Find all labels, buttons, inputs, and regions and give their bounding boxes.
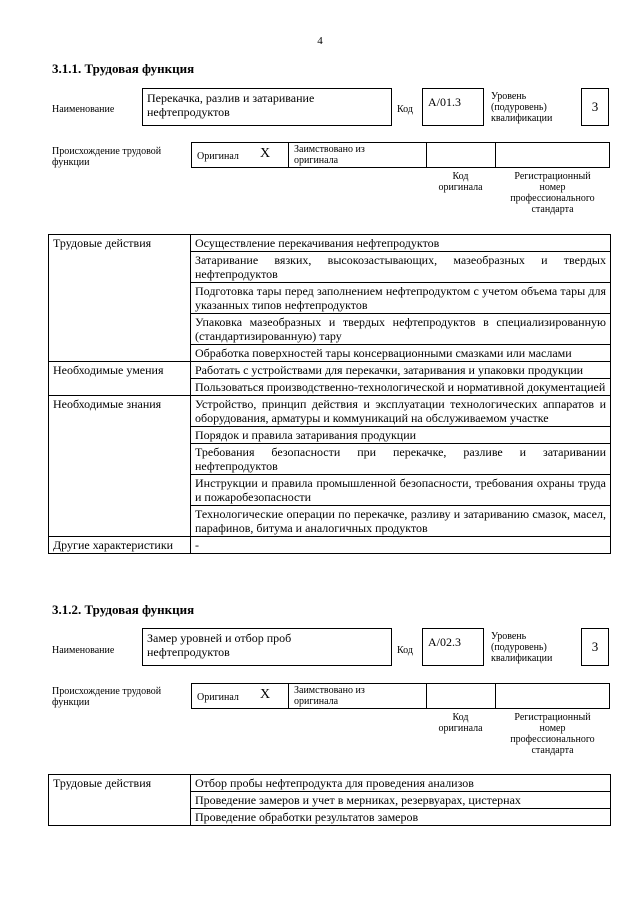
code-value: А/02.3 [422,628,484,666]
function-name-box [142,628,392,666]
original-checkmark: X [260,687,271,702]
action-item: Затаривание вязких, высокозастывающих, мазеобразных и твердых нефтепродуктов [191,252,611,283]
skills-label: Необходимые умения [49,362,191,396]
level-value: 3 [581,88,609,126]
level-label: Уровень (подуровень) квалификации [491,631,553,664]
original-checkmark: X [260,146,271,161]
function-table-1 [48,234,611,554]
original-code-caption: Код оригинала [438,171,483,193]
action-item: Подготовка тары перед заполнением нефтепродуктом с учетом объема тары для указанных типов нефтепродуктов [191,283,611,314]
section-title-3-1-1: 3.1.1. Трудовая функция [52,61,195,76]
skill-item: Работать с устройствами для перекачки, затаривания и упаковки продукции [191,362,611,379]
action-item: Обработка поверхностей тары консервационными смазками или маслами [191,345,611,362]
origin-divider [426,683,427,709]
action-item: Упаковка мазеобразных и твердых нефтепродуктов в специализированную (стандартизированную) тару [191,314,611,345]
origin-divider [495,683,496,709]
knowledge-item: Технологические операции по перекачке, разливу и затариванию смазок, масел, парафинов, битума и аналогичных продуктов [191,506,611,537]
section-title-3-1-2: 3.1.2. Трудовая функция [52,602,195,617]
function-name-line2: нефтепродуктов [147,645,230,659]
origin-row [191,142,610,168]
table-row [49,235,611,252]
code-value: А/01.3 [422,88,484,126]
knowledge-label: Необходимые знания [49,396,191,537]
other-label: Другие характеристики [49,537,191,554]
origin-divider [495,142,496,168]
table-row [49,396,611,427]
name-label: Наименование [52,104,115,115]
level-value: 3 [581,628,609,666]
function-name-line2: нефтепродуктов [147,105,230,119]
function-name-line1: Замер уровней и отбор проб [147,631,292,645]
level-label: Уровень (подуровень) квалификации [491,91,553,124]
reg-number-caption: Регистрационный номер профессионального стандарта [510,171,595,215]
original-label: Оригинал [197,151,239,162]
other-value: - [191,537,611,554]
page-number: 4 [317,35,323,47]
original-code-caption: Код оригинала [438,712,483,734]
action-item: Отбор пробы нефтепродукта для проведения анализов [191,775,611,792]
borrowed-label: Заимствовано из оригинала [294,685,365,707]
knowledge-item: Устройство, принцип действия и эксплуатации технологических аппаратов и оборудования, арматуры и коммуникаций на обслуживаемом участке [191,396,611,427]
name-label: Наименование [52,645,115,656]
action-item: Проведение замеров и учет в мерниках, резервуарах, цистернах [191,792,611,809]
skill-item: Пользоваться производственно-технологической и нормативной документацией [191,379,611,396]
actions-label: Трудовые действия [49,235,191,362]
table-row [49,775,611,792]
code-label: Код [397,104,413,115]
origin-label: Происхождение трудовой функции [52,146,162,168]
function-name-line1: Перекачка, разлив и затаривание [147,91,315,105]
function-table-2 [48,774,611,826]
knowledge-item: Порядок и правила затаривания продукции [191,427,611,444]
action-item: Осуществление перекачивания нефтепродуктов [191,235,611,252]
knowledge-item: Инструкции и правила промышленной безопасности, требования охраны труда и пожаробезопасности [191,475,611,506]
table-row [49,537,611,554]
code-label: Код [397,645,413,656]
original-label: Оригинал [197,692,239,703]
action-item: Проведение обработки результатов замеров [191,809,611,826]
actions-label: Трудовые действия [49,775,191,826]
origin-divider [288,683,289,709]
origin-label: Происхождение трудовой функции [52,686,162,708]
origin-divider [426,142,427,168]
borrowed-label: Заимствовано из оригинала [294,144,365,166]
reg-number-caption: Регистрационный номер профессионального стандарта [510,712,595,756]
knowledge-item: Требования безопасности при перекачке, разливе и затаривании нефтепродуктов [191,444,611,475]
origin-divider [288,142,289,168]
table-row [49,362,611,379]
function-name-box [142,88,392,126]
origin-row [191,683,610,709]
